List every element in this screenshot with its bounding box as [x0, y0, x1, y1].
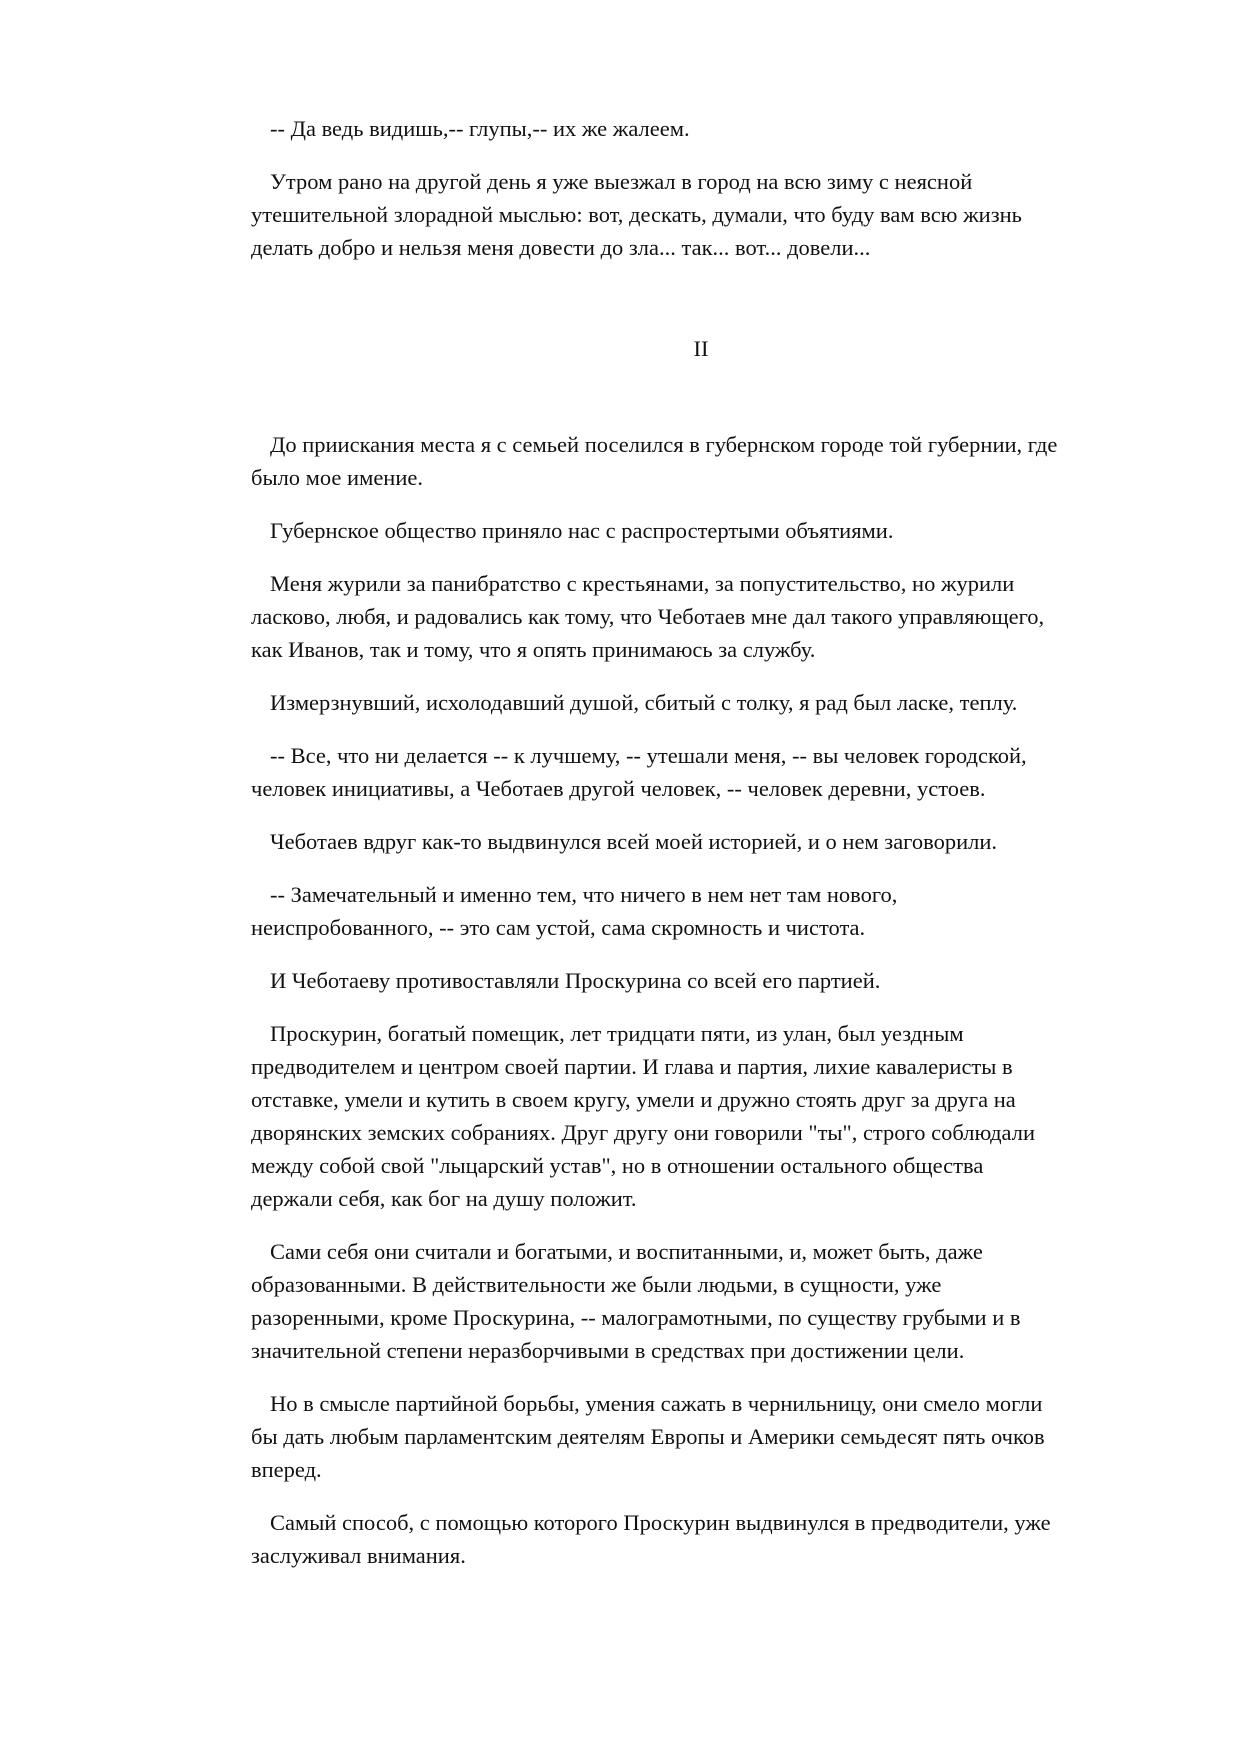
paragraph-line: разоренными, кроме Проскурина, -- малограмотными, по существу грубыми и в	[251, 1305, 1021, 1330]
text-block-after-heading	[251, 428, 1151, 1572]
paragraph-line: Утром рано на другой день я уже выезжал в город на всю зиму с неясной	[270, 169, 973, 194]
paragraph	[251, 514, 1151, 547]
chapter-heading: II	[693, 336, 709, 361]
paragraph-line: Самый способ, с помощью которого Проскурин выдвинулся в предводители, уже	[270, 1510, 1051, 1535]
paragraph	[251, 112, 1151, 145]
paragraph-line: И Чеботаеву противоставляли Проскурина со всей его партией.	[270, 968, 881, 993]
paragraph-line: предводителем и центром своей партии. И глава и партия, лихие кавалеристы в	[251, 1054, 1013, 1079]
paragraph-line: человек инициативы, а Чеботаев другой человек, -- человек деревни, устоев.	[251, 776, 986, 801]
text-block-before-heading	[251, 112, 1151, 264]
paragraph	[251, 878, 1151, 944]
paragraph-line: делать добро и нельзя меня довести до зла... так... вот... довели...	[251, 235, 871, 260]
paragraph-line: бы дать любым парламентским деятелям Европы и Америки семьдесят пять очков	[251, 1424, 1045, 1449]
paragraph	[251, 964, 1151, 997]
paragraph	[251, 1017, 1151, 1215]
paragraph-line: ласково, любя, и радовались как тому, что Чеботаев мне дал такого управляющего,	[251, 604, 1045, 629]
paragraph-line: значительной степени неразборчивыми в средствах при достижении цели.	[251, 1338, 965, 1363]
paragraph-line: неиспробованного, -- это сам устой, сама скромность и чистота.	[251, 915, 866, 940]
paragraph-line: между собой свой "лыцарский устав", но в отношении остального общества	[251, 1153, 984, 1178]
paragraph	[251, 686, 1151, 719]
paragraph-line: -- Да ведь видишь,-- глупы,-- их же жалеем.	[270, 116, 690, 141]
paragraph-line: -- Замечательный и именно тем, что ничего в нем нет там нового,	[270, 882, 898, 907]
paragraph-line: Проскурин, богатый помещик, лет тридцати пяти, из улан, был уездным	[270, 1021, 964, 1046]
paragraph-line: Меня журили за панибратство с крестьянами, за попустительство, но журили	[270, 571, 1015, 596]
paragraph-line: как Иванов, так и тому, что я опять принимаюсь за службу.	[251, 637, 816, 662]
paragraph-line: образованными. В действительности же были людьми, в сущности, уже	[251, 1272, 942, 1297]
paragraph	[251, 165, 1151, 264]
paragraph	[251, 739, 1151, 805]
paragraph-line: заслуживал внимания.	[251, 1543, 466, 1568]
paragraph-line: -- Все, что ни делается -- к лучшему, -- утешали меня, -- вы человек городской,	[270, 743, 1027, 768]
paragraph-line: утешительной злорадной мыслью: вот, дескать, думали, что буду вам всю жизнь	[251, 202, 1022, 227]
paragraph	[251, 1387, 1151, 1486]
paragraph-line: Сами себя они считали и богатыми, и воспитанными, и, может быть, даже	[270, 1239, 983, 1264]
paragraph-line: До приискания места я с семьей поселился в губернском городе той губернии, где	[270, 432, 1058, 457]
spacer	[251, 284, 1151, 332]
paragraph-line: Измерзнувший, исхолодавший душой, сбитый с толку, я рад был ласке, теплу.	[270, 690, 1018, 715]
paragraph	[251, 1235, 1151, 1367]
document-page	[251, 112, 1151, 1592]
paragraph-line: было мое имение.	[251, 465, 424, 490]
paragraph-line: Чеботаев вдруг как-то выдвинулся всей моей историей, и о нем заговорили.	[270, 829, 997, 854]
paragraph	[251, 428, 1151, 494]
paragraph-line: вперед.	[251, 1457, 322, 1482]
spacer	[251, 365, 1151, 428]
paragraph-line: держали себя, как бог на душу положит.	[251, 1186, 637, 1211]
paragraph-line: отставке, умели и кутить в своем кругу, умели и дружно стоять друг за друга на	[251, 1087, 1016, 1112]
paragraph-line: Губернское общество приняло нас с распростертыми объятиями.	[270, 518, 894, 543]
paragraph	[251, 1506, 1151, 1572]
paragraph-line: Но в смысле партийной борьбы, умения сажать в чернильницу, они смело могли	[270, 1391, 1043, 1416]
paragraph-line: дворянских земских собраниях. Друг другу они говорили "ты", строго соблюдали	[251, 1120, 1036, 1145]
paragraph	[251, 825, 1151, 858]
paragraph	[251, 567, 1151, 666]
